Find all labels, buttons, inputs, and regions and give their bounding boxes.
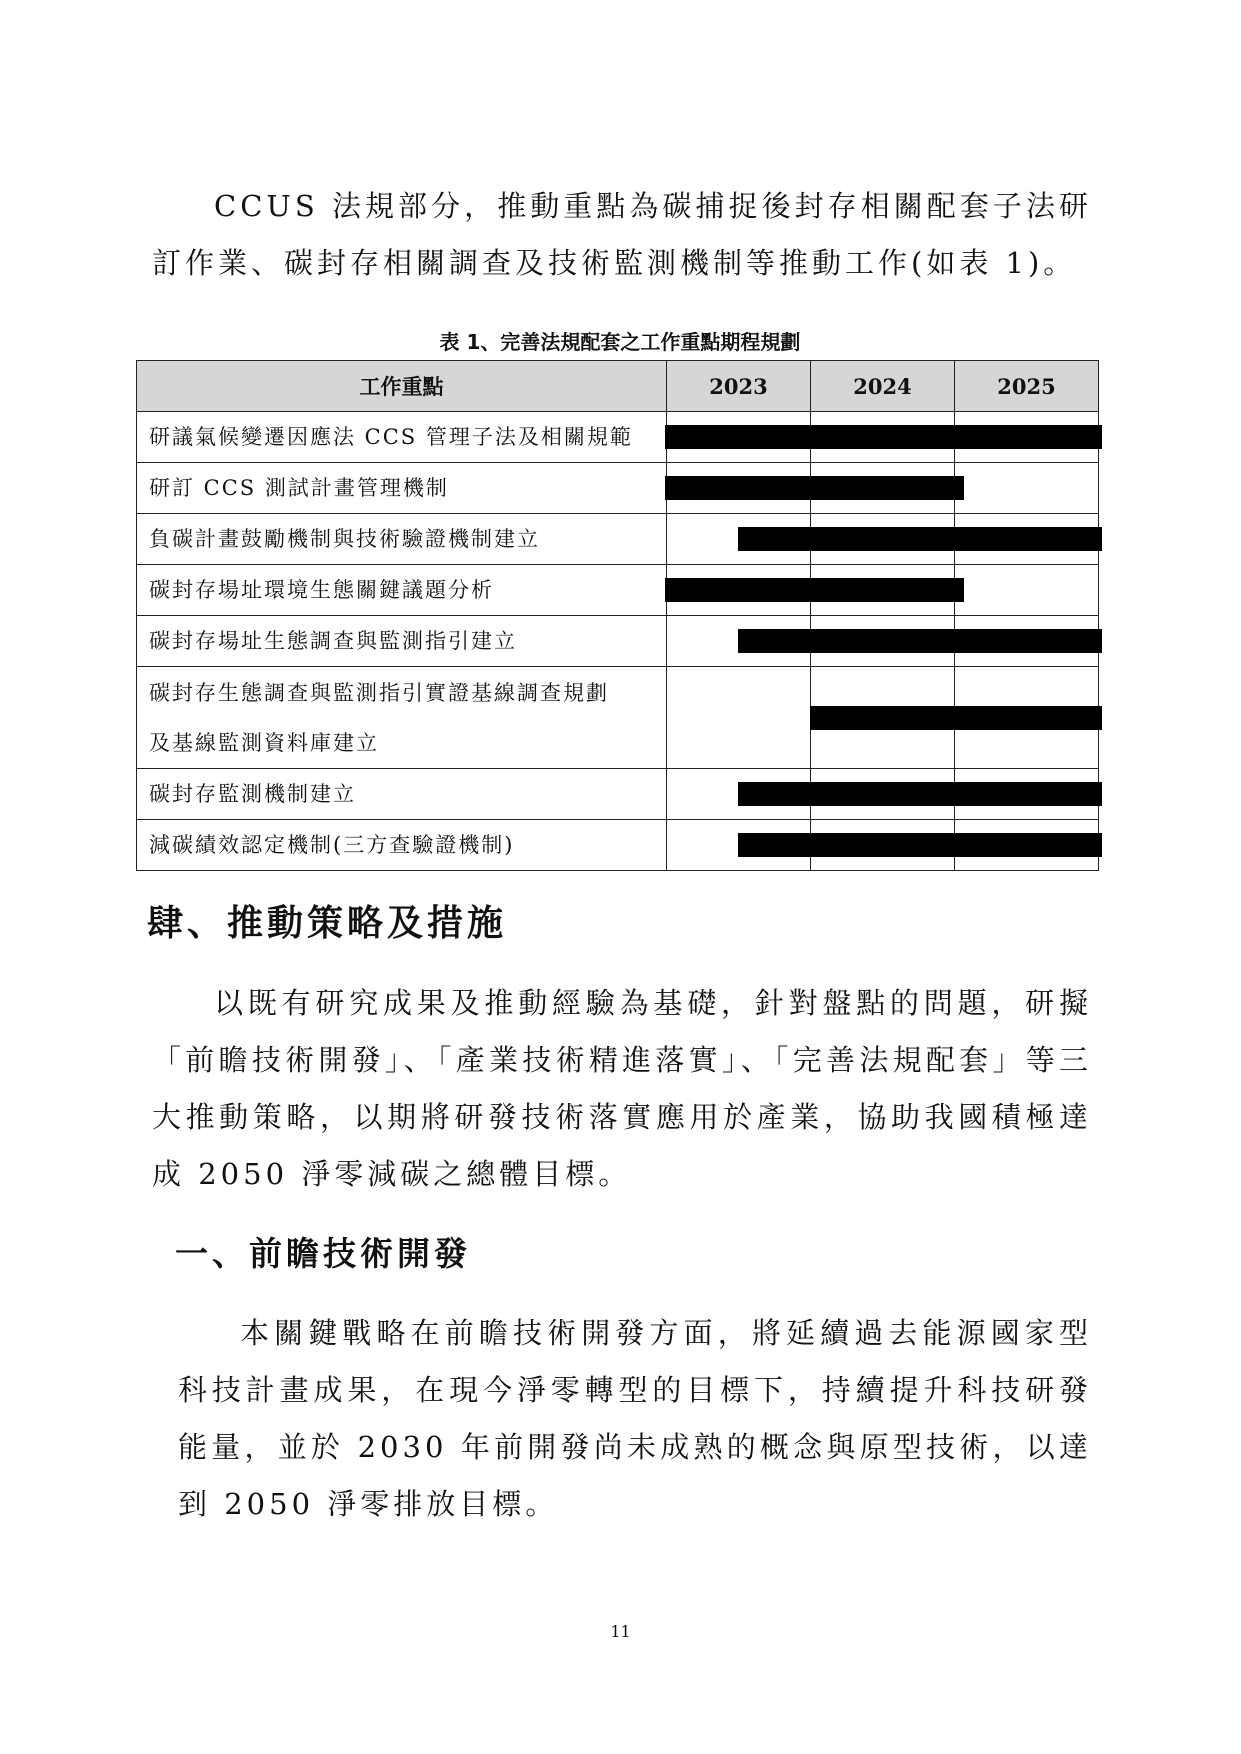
table-row: [137, 412, 1099, 463]
task-cell: [137, 514, 667, 565]
task-cell: [137, 667, 667, 769]
task-cell: [137, 820, 667, 871]
header-year-2025: 2025: [955, 361, 1099, 412]
task-label: 碳封存場址環境生態關鍵議題分析: [149, 578, 494, 602]
year-cell-2023: [667, 820, 811, 871]
schedule-bar: [665, 476, 964, 500]
section-heading: 肆、推動策略及措施: [147, 903, 508, 944]
table-header-row: [137, 361, 1099, 412]
task-label: 及基線監測資料庫建立: [149, 730, 379, 755]
table-row: [137, 820, 1099, 871]
strategy-paragraph: 以既有研究成果及推動經驗為基礎，針對盤點的問題，研擬「前瞻技術開發」、「產業技術精進落實」、「完善法規配套」等三大推動策略，以期將研發技術落實應用於產業，協助我國積極達成 2050 淨零減碳之總體目標。: [152, 986, 1092, 1191]
year-cell-2025: [955, 565, 1099, 616]
task-label: 減碳績效認定機制(三方查驗證機制): [149, 833, 515, 857]
schedule-bar: [665, 425, 1102, 449]
page-number: 11: [610, 1622, 631, 1641]
schedule-table: [136, 360, 1099, 871]
header-year-2023: 2023: [667, 361, 811, 412]
task-cell: [137, 769, 667, 820]
subsection-heading: 一、前瞻技術開發: [175, 1234, 471, 1273]
table-row: [137, 667, 1099, 769]
table-row: [137, 616, 1099, 667]
task-cell: [137, 412, 667, 463]
year-cell-2023: [667, 769, 811, 820]
schedule-bar: [738, 527, 1103, 551]
schedule-bar: [738, 629, 1103, 653]
intro-paragraph: CCUS 法規部分，推動重點為碳捕捉後封存相關配套子法研訂作業、碳封存相關調查及技術監測機制等推動工作(如表 1)。: [152, 189, 1092, 280]
task-label: 碳封存生態調查與監測指引實證基線調查規劃: [149, 680, 609, 705]
task-cell: [137, 565, 667, 616]
table-row: [137, 565, 1099, 616]
table-row: [137, 769, 1099, 820]
year-cell-2023: [667, 514, 811, 565]
header-task: 工作重點: [137, 361, 667, 412]
schedule-bar: [738, 833, 1103, 857]
task-cell: [137, 616, 667, 667]
year-cell-2023: [667, 565, 811, 616]
task-label: 研議氣候變遷因應法 CCS 管理子法及相關規範: [149, 425, 633, 449]
schedule-bar: [810, 706, 1102, 730]
forward-tech-paragraph: 本關鍵戰略在前瞻技術開發方面，將延續過去能源國家型科技計畫成果，在現今淨零轉型的目標下，持續提升科技研發能量，並於 2030 年前開發尚未成熟的概念與原型技術，以達到 2050 淨零排放目標。: [178, 1316, 1092, 1521]
year-cell-2025: [955, 463, 1099, 514]
task-label: 研訂 CCS 測試計畫管理機制: [149, 476, 449, 500]
schedule-bar: [665, 578, 964, 602]
table-row: [137, 514, 1099, 565]
task-label: 碳封存監測機制建立: [149, 782, 356, 806]
year-cell-2023: [667, 412, 811, 463]
task-cell: [137, 463, 667, 514]
table-caption: 表 1、完善法規配套之工作重點期程規劃: [439, 330, 801, 354]
year-cell-2023: [667, 667, 811, 769]
year-cell-2023: [667, 616, 811, 667]
header-year-2024: 2024: [811, 361, 955, 412]
task-label: 碳封存場址生態調查與監測指引建立: [149, 629, 517, 653]
task-label: 負碳計畫鼓勵機制與技術驗證機制建立: [149, 527, 540, 551]
schedule-bar: [738, 782, 1103, 806]
year-cell-2023: [667, 463, 811, 514]
table-row: [137, 463, 1099, 514]
